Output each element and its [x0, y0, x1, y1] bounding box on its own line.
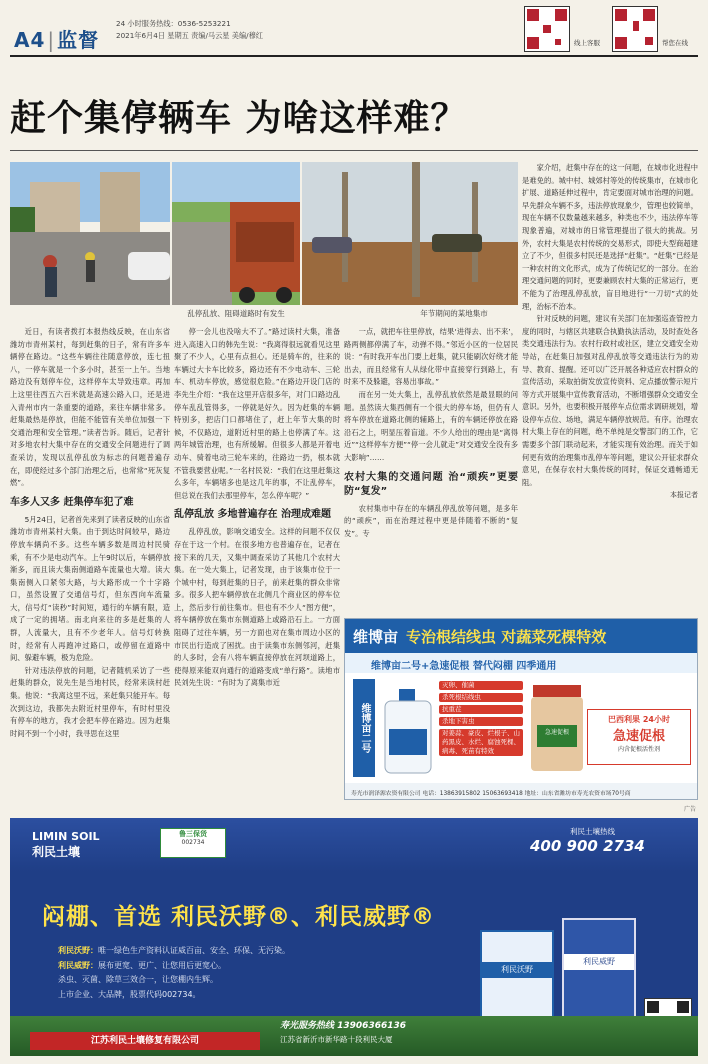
article-column-2	[174, 326, 340, 806]
ad1-bullets	[439, 681, 523, 759]
hotline: 24 小时服务热线：0536-5253221	[116, 19, 231, 28]
paragraph: 一点，就把车往里停放，结果‘进得去、出不来’，路两侧都停满了车，动弹不得。”邻近小区的一位居民说：“有时我开车出门要上赶集，就只能刷次好绕才能出去，而且经常有人从绿化带中直接穿行到路上，有时来不及躲避，容易出事故。”	[344, 327, 518, 387]
ad1-subline: 维博亩二号+急速促根 替代闷棚 四季通用	[345, 653, 697, 673]
article-column-1	[10, 326, 170, 806]
ad2-headline: 闷棚、首选 利民沃野®、利民威野®	[42, 904, 436, 930]
masthead-info	[116, 18, 376, 42]
ad1-phone-main: 急速促根	[612, 729, 665, 744]
paragraph: 针对反映的问题，建议有关部门在加强巡查管控力度的同时，与辖区共建联合执勤执法活动，及时查处各类交通违法行为。农村行政村或社区，建立交通安全劝导站，在赶集日加强对乱停乱放等交通违法行为的劝导、教育、提醒。还可以广泛开展各种适应农村群众的宣传活动，采取拍街发放宣传资料、定点播放警示短片等方式开展集中宣传教育活动，不断增强群众交通安全意识。另外，也要积极开展停车点位需求调研规划，增设停车点位、场地，满足车辆停放规范。有序。治理农村大集上存在的问题，绝不单纯是交警部门的工作，它需要多个部门联动起来，才能实现有效治理。而关于如何更有效的治理集市乱停车等问题，建议公开征求群众意见，在保存农村大集传统的同时，保证交通畅通无阻。	[522, 314, 698, 487]
ad2-service: 寿光服务热线 13906366136	[280, 1021, 407, 1031]
qr-right-label: 帮您在线	[662, 39, 688, 47]
ad2-address: 江苏省新沂市新华路十段利民大厦	[280, 1035, 393, 1044]
qr-code-right[interactable]	[612, 6, 658, 52]
ad2-feature-list	[58, 944, 438, 1002]
headline: 赶个集停辆车 为啥这样难？	[10, 98, 468, 139]
bottle-icon	[381, 689, 435, 775]
photo-street-scene	[10, 162, 170, 305]
ad2-company: 江苏利民土壤修复有限公司	[30, 1032, 260, 1050]
advertisement-limin-soil[interactable]	[10, 818, 698, 1056]
paragraph: 而在另一处大集上，乱停乱放依然是最显眼的问题。虽然读大集西侧有一个很大的停车场，但仍有人将车停放在道路北侧的辅路上，有的车辆还停放在路沿石之上，明显压着盲道。不少人给出的理由是“离得近”“这样停车方便”“停一会儿就走”对交通安全没有多大影响”……	[344, 389, 518, 462]
ad2-feature: 上市企业、大品牌，股票代码002734。	[58, 989, 201, 999]
paragraph: 停一会儿也没啥大不了。”路过读村大集，准备进入高速入口的韩先生说：“我离得很远就看见这里聚了不少人，心里有点担心。还是骑车的，往来的车辆过大卡车比较多，路边还有不少电动车、三轮车、机动车停放，感觉很危险。”在路边开设门店的李先生介绍：“我在这里开店很多年，对门口路边乱停车乱乱管得多，一停就是好久。因为赶集的车辆特别多，把店门口都堵住了，赶上年节大集的时候，不仅路边，道附近村里的路上也停满了车。这两年城管治理，也有所缓解。但很多人都是开着电动车、骑着电动三轮车来的，往路边一扔，根本就不管我要营业呢。”一名村民说：“我们在这里赶集这么多年，车辆堵多也是这几年的事，不让乱停车，但总说在我们去那里停车，怎么停车呢？”	[174, 327, 340, 500]
byline: 本报记者	[670, 491, 698, 500]
ad2-logo-cn: 利民土壤	[32, 845, 81, 859]
ad2-feature: 利民沃野：唯一绿色生产资料认证威百亩、安全、环保、无污染。	[58, 946, 290, 955]
ad2-hotline	[530, 826, 690, 855]
ad2-hotline-label: 利民土壤热线	[570, 827, 615, 836]
ad1-bullet: 对姜蒜、豪皮、烂根子、山药黑皮、水烂、腐蚀死棵、病毒、死苗有特效	[439, 729, 523, 756]
qr-code-left[interactable]	[524, 6, 570, 52]
photo-caption-2: 年节期间的某地集市	[420, 309, 488, 318]
paragraph: 家介绍，赶集中存在的这一问题，在城市化进程中是难免的。城中村、城郊村等处的传统集市，在城市化扩展、道路延伸过程中，肯定要面对城市治理的问题。早先群众车辆不多，违法停放现象少，管理也较简单，现在车辆不仅数量越来越多，种类也不少，违法停车等现象普遍，对城市的日常管理提出了很大的挑战。另外，农村大集是农村传统的交易形式，即使大型商超建立了不少，但很多村民还是选择“赶集”。“赶集”已经是一种农村的文化形式，成为了传统记忆的一部分。在治理交通问题的同时，更要兼顾农村大集的正常运行，更不能为了治理乱停乱放，盲目地进行“一刀切”式的处理，治标不治本。	[522, 163, 698, 311]
headline-rule	[10, 150, 698, 151]
date-line: 2021年6月4日 星期五 责编/马云星 美编/穆红	[116, 31, 263, 40]
ad2-badge-title: 鲁三保货	[179, 830, 207, 838]
paragraph: 农村集市中存在的车辆乱停乱放等问题，是多年的“顽疾”，而在治理过程中更是伴随着不断的“复发”。专	[344, 503, 518, 538]
ad2-logo-en: LIMIN SOIL	[32, 830, 100, 843]
ad1-vertical-label: 维博亩二号	[353, 679, 375, 777]
ad2-feature: 利民威野：展布更宽、更广、让您用后更宽心。	[58, 960, 226, 970]
paragraph: 近日，有读者拨打本报热线反映，在山东省潍坊市青州某村，每到赶集的日子，常有许多车辆停在路边。“这些车辆往往随意停放，连七扭八，一停车就是一个多小时，甚至一上午。当地路边没有划停车位，这样停车太导致违章。再加上这里往西五六百米就是高速公路入口，还是进入青州市内一条重要的道路，来往车辆非常多。赶集最热是停放，但能不能管有关单位加强一下交通治理和安全管理。”读者告诉。随后，记者针对多地农村大集中存在的交通安全问题进行了调查采访，发现以乱停乱放为标志的问题普遍存在，即使经过多个部门治理之后，也常常“死灰复燃”。	[10, 327, 170, 488]
ad2-pkg1-label: 利民沃野	[482, 962, 552, 978]
ad2-badge	[160, 828, 226, 858]
ad1-bullet: 抗重茬	[439, 705, 523, 714]
article-column-3	[344, 326, 518, 612]
paragraph: 针对违法停放的问题，记者随机采访了一些赶集的群众，说先生是当地村民，经常来读村赶集。他说：“我离这里不远，来赶集只能开车。每次到这边，我都先去附近村里停车，有时村里没有停车的地方，我才会把车停在路边。因为赶集时间不到一个小时，我寻思在这里	[10, 665, 170, 738]
ad1-jar-label: 急速促根	[544, 729, 569, 736]
subheading-3: 农村大集的交通问题 治“顽疾”更要防“复发”	[344, 471, 518, 497]
masthead-rule	[10, 55, 698, 57]
ad1-brand: 维博亩	[353, 627, 399, 646]
subheading-1: 车多人又多 赶集停车犯了难	[10, 496, 134, 508]
ad1-slogan: 专治根结线虫 对蔬菜死棵特效	[406, 627, 607, 646]
ad1-footer: 寿光市润泽源农资有限公司 电话：13863915802 15063693418 地址：山东省潍坊市寿光农资市场70号商	[345, 783, 698, 800]
ad2-pkg2-label: 利民威野	[564, 954, 634, 970]
advertisement-weibomu[interactable]	[344, 618, 698, 800]
ad1-bullet: 灭卵、催菌	[439, 681, 523, 690]
paragraph: 5月24日，记者首先来到了读者反映的山东省潍坊市青州某村大集。由于到达时间较早，路边停放车辆尚不多。这些车辆多数是周边村民骑乘，有不少是电动汽车。上午9时以后，车辆停放渐多，而且读大集南侧道路车流量也大增。读大集南侧入口紧邻大路，与大路形成一个十字路口，虽然设置了交通信号灯，但东西向车流量大，信号灯“读秒”时间短，通行的车辆有限，造成了一定的拥堵。南北向来往的多是赶集的人群，人流量大，且有不少老年人。信号灯转换时，经常有人再跑冲过路口，或停留在道路中间、躲避车辆，极为危险。	[10, 514, 170, 663]
ad1-bullet: 杀死根结线虫	[439, 693, 523, 702]
qr-left-label: 线上客服	[574, 39, 600, 47]
paragraph: 乱停乱放，影响交通安全。这样的问题不仅仅存在于这一个村。在很多地方也普遍存在，记者在接下来的几天，又集中调查采访了其他几个农村大集。在一处大集上，记者发现，由于该集市位于一个城中村，每到赶集的日子，前来赶集的群众非常多。很多人把车辆停放在北侧几个商业区的停车位上，然后步行前往集市。但也有不少人“图方便”，将车辆停放在集市东侧道路上或路沿石上。一方面阻碍了过往车辆，另一方面也对在集市周边小区的市民出行造成了困扰。由于读集市东侧邻河，赶集的人多时，会有八将车辆直接停放在河坝道路上，使得原来能双向通行的道路变成“单行路”。读地市民刘先生说：“有时为了离集市近	[174, 527, 340, 688]
ad2-logo	[32, 830, 100, 860]
ad2-badge-code: 002734	[181, 839, 205, 846]
photo-market-trees	[302, 162, 518, 305]
article-column-4	[522, 162, 698, 612]
ad1-header	[345, 619, 697, 653]
ad1-bullet: 杀地下害虫	[439, 717, 523, 726]
ad2-hotline-number: 400 900 2734	[530, 837, 645, 855]
ad-tag: 广告	[684, 806, 697, 813]
ad1-promo-box	[587, 709, 691, 765]
subheading-2: 乱停乱放 多地普遍存在 治理成难题	[174, 509, 331, 521]
masthead	[0, 0, 708, 58]
section-name: 监督	[57, 28, 100, 52]
ad2-contact	[280, 1020, 480, 1046]
ad1-phone-title: 巴西利果 24小时	[608, 715, 670, 724]
page-number: A4 | 监督	[14, 28, 100, 52]
photo-caption-1: 乱停乱放、阻碍道路时有发生	[187, 309, 285, 318]
ad1-phone-sub: 内含促根活性剂	[617, 746, 660, 753]
ad2-feature: 杀虫、灭菌、除草三效合一，让您棚内生辉。	[58, 975, 218, 984]
photo-truck-parked	[172, 162, 300, 305]
